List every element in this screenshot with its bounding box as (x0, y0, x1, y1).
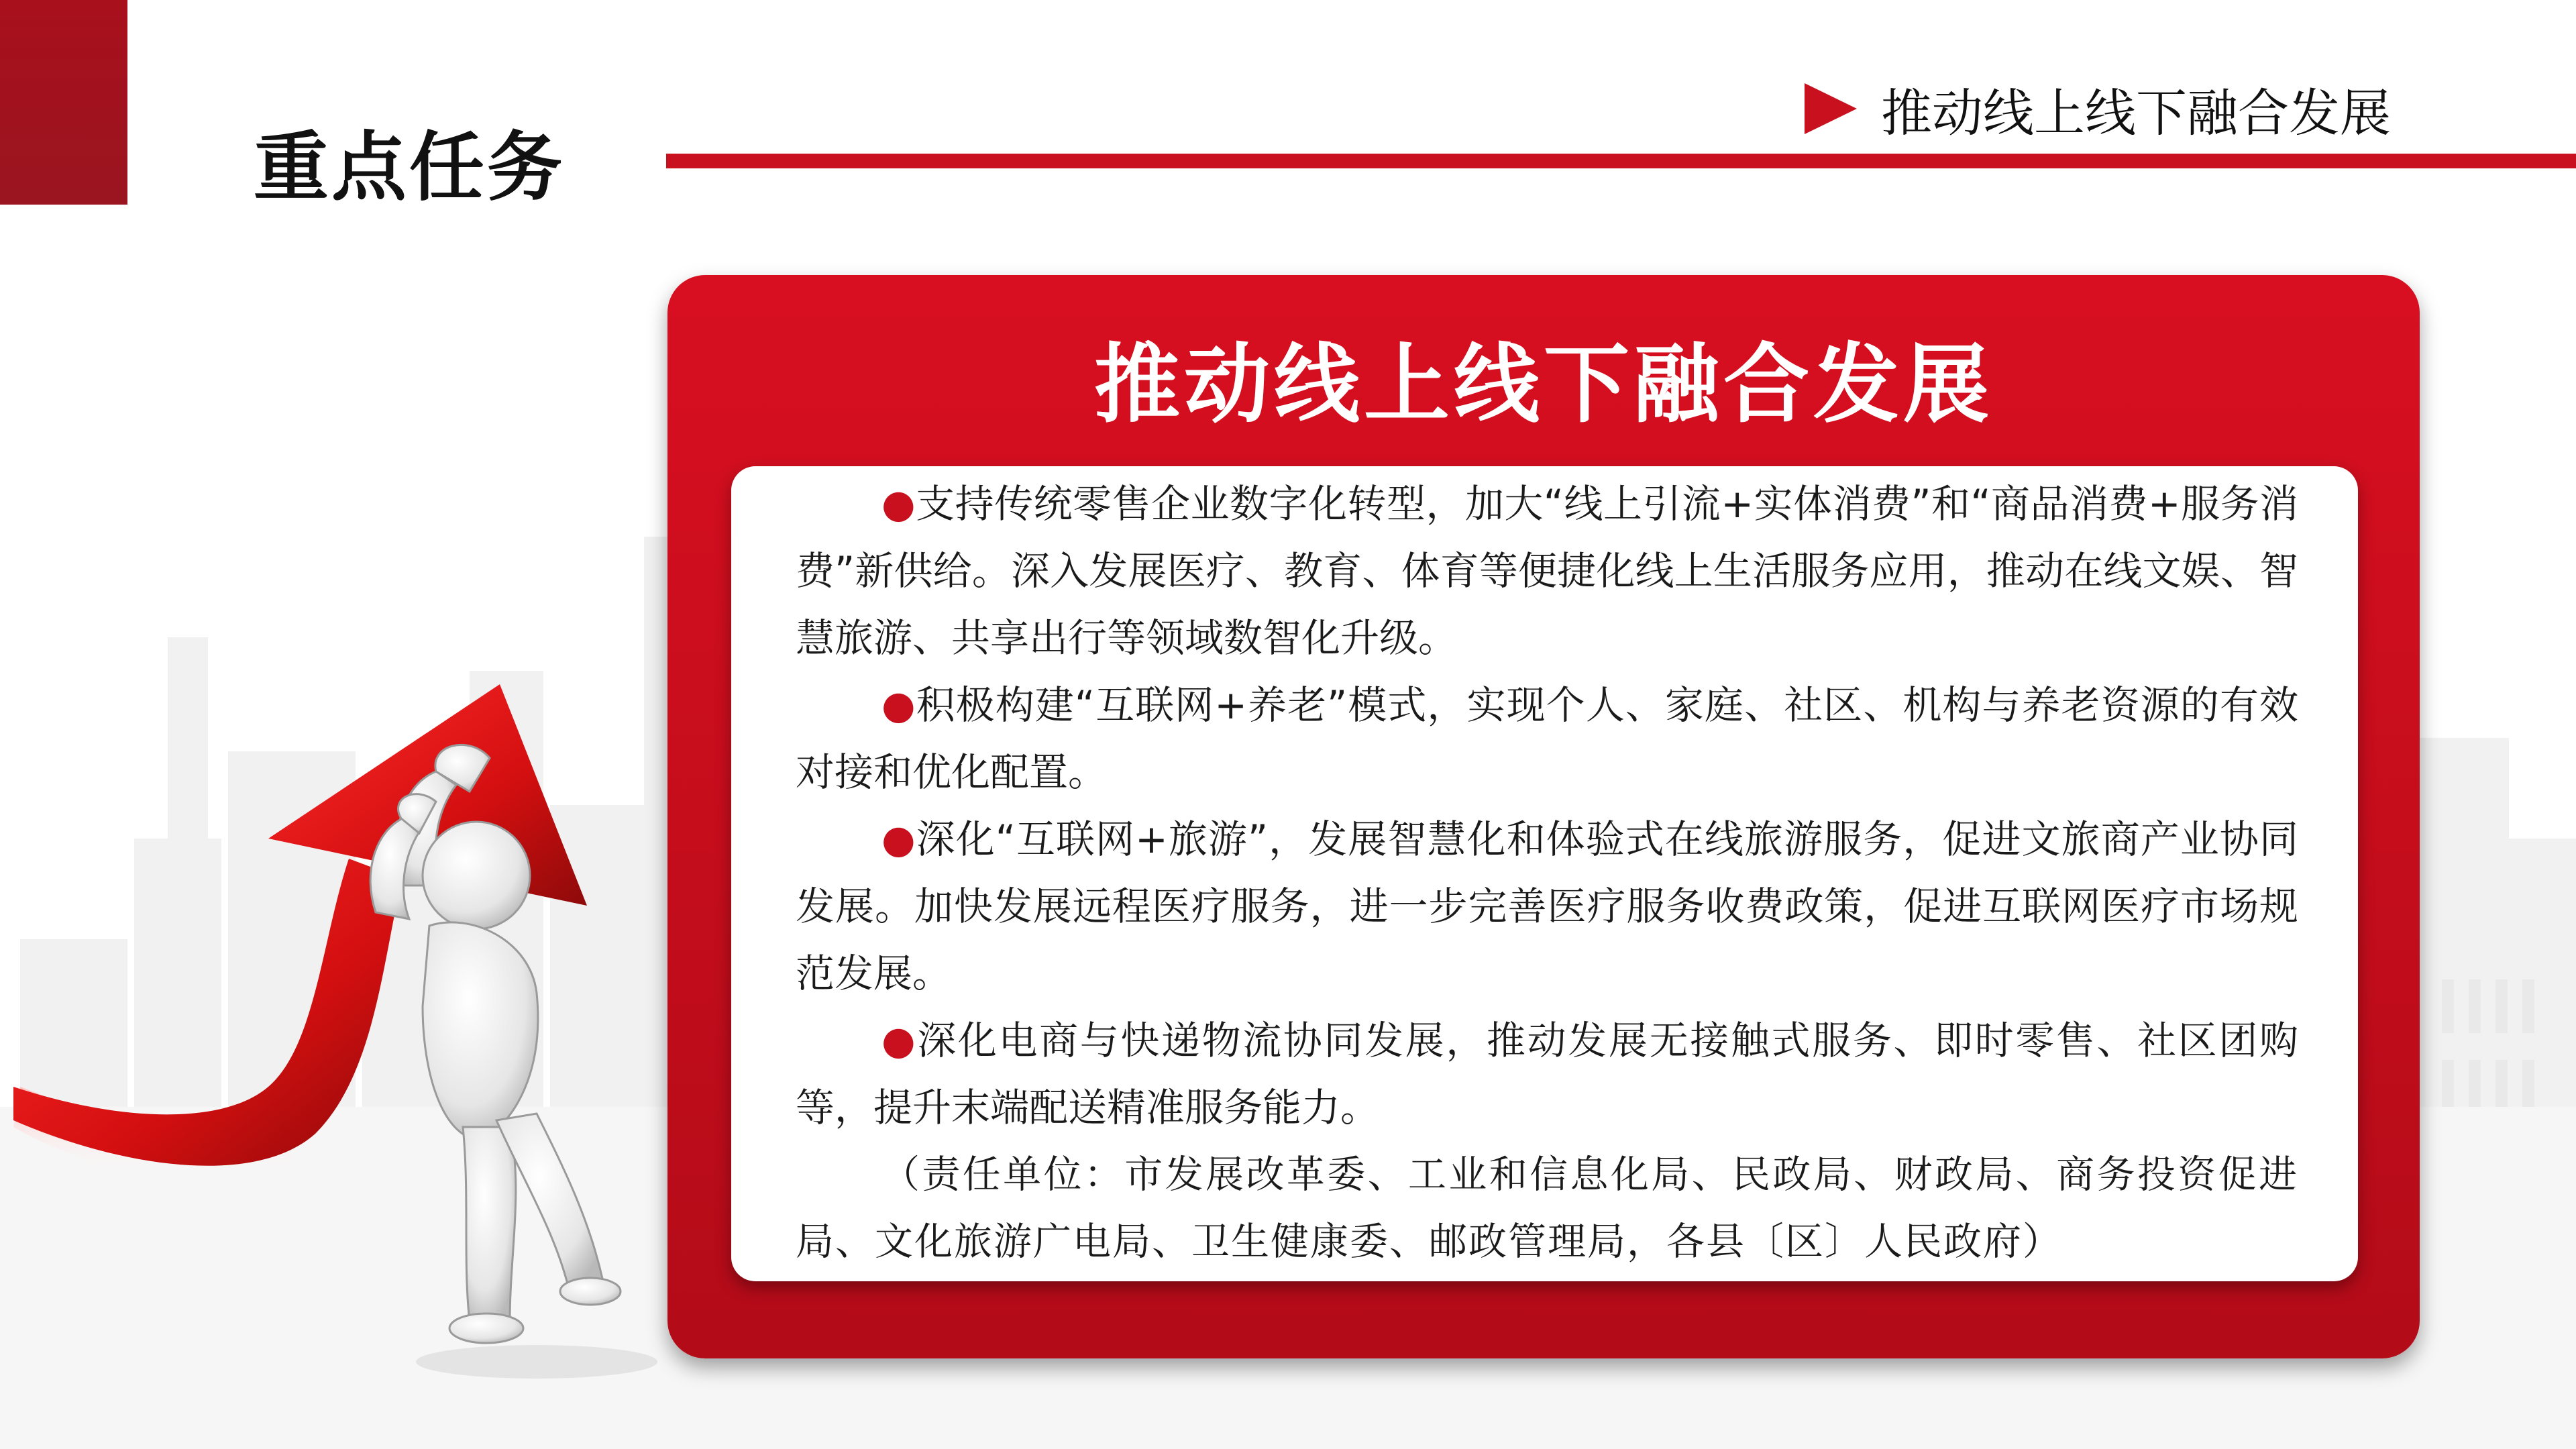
content-body (796, 470, 2298, 1275)
play-triangle-icon (1805, 83, 1857, 134)
section-tag-label: 推动线上线下融合发展 (1881, 83, 2391, 143)
bullet-dot-icon: ● (881, 682, 916, 728)
list-item-text: 支持传统零售企业数字化转型，加大“线上引流+实体消费”和“商品消费+服务消费”新供给。深入发展医疗、教育、体育等便捷化线上生活服务应用，推动在线文娱、智慧旅游、共享出行等领域数智化升级。 (796, 481, 2299, 661)
bullet-dot-icon: ● (881, 816, 916, 862)
bullet-dot-icon: ● (881, 1018, 918, 1063)
responsibility-note: （责任单位：市发展改革委、工业和信息化局、民政局、财政局、商务投资促进局、文化旅游广电局、卫生健康委、邮政管理局，各县〔区〕人民政府） (796, 1152, 2298, 1264)
corner-accent-block (0, 0, 127, 205)
list-item (796, 1007, 2298, 1141)
list-item (796, 672, 2298, 806)
section-tag (1805, 75, 2391, 142)
list-item-text: 深化“互联网+旅游”，发展智慧化和体验式在线旅游服务，促进文旅商产业协同发展。加快发展远程医疗服务，进一步完善医疗服务收费政策，促进互联网医疗市场规范发展。 (796, 816, 2298, 996)
bullet-dot-icon: ● (881, 481, 916, 527)
panel-title: 推动线上线下融合发展 (1093, 335, 1993, 435)
list-item-text: 深化电商与快递物流协同发展，推动发展无接触式服务、即时零售、社区团购等，提升末端配送精准服务能力。 (796, 1018, 2298, 1130)
list-item (796, 470, 2298, 672)
page-title: 重点任务 (254, 124, 565, 211)
list-item-text: 积极构建“互联网+养老”模式，实现个人、家庭、社区、机构与养老资源的有效对接和优化配置。 (796, 682, 2298, 795)
header-rule (666, 154, 2576, 168)
content-card (731, 466, 2358, 1281)
list-item (796, 806, 2298, 1007)
person-pushing-arrow-icon (0, 657, 671, 1449)
content-panel (667, 275, 2420, 1358)
